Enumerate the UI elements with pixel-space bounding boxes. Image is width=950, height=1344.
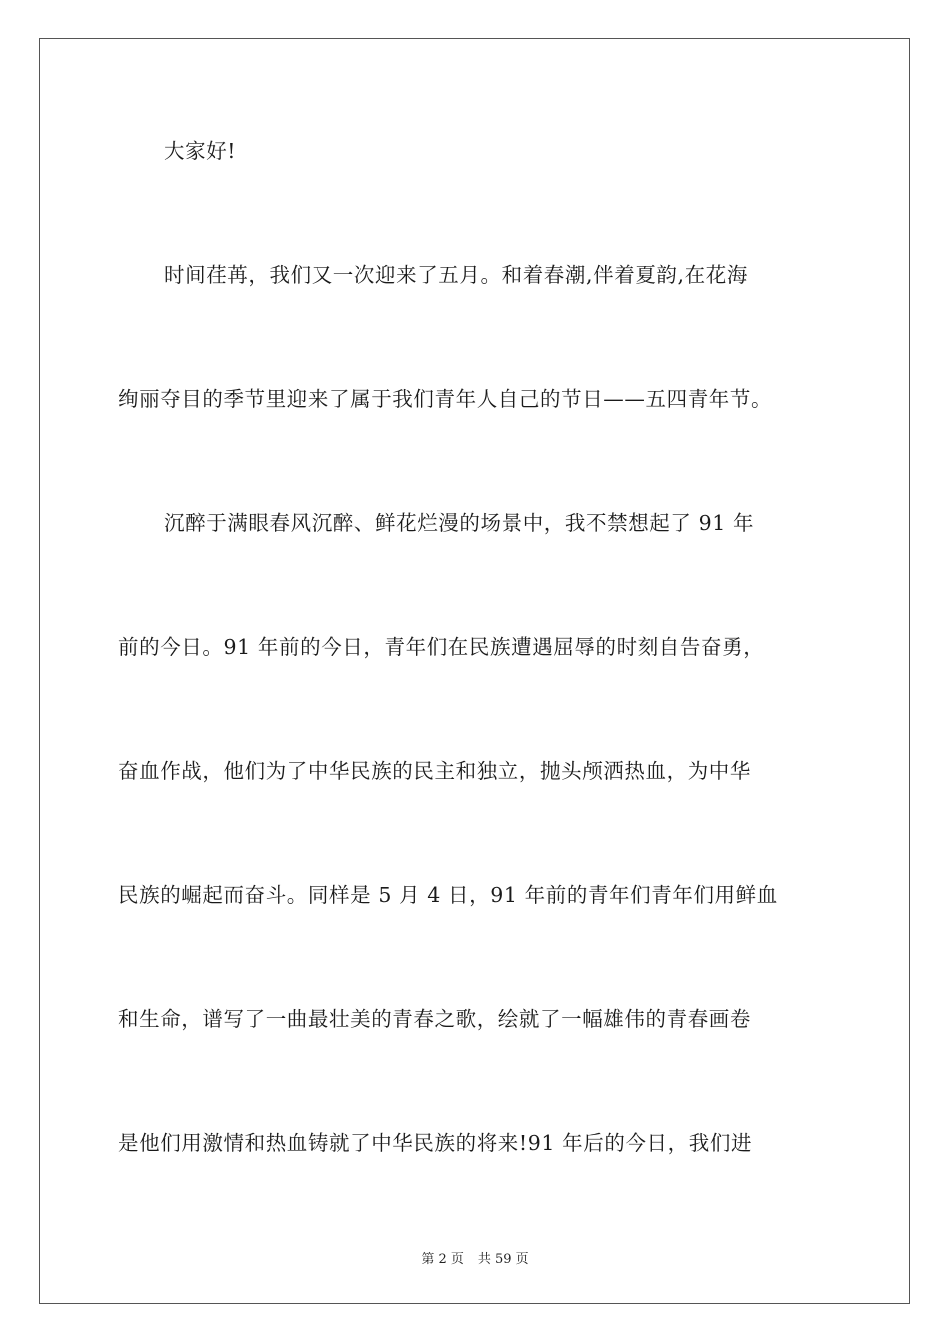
text-line: 奋血作战，他们为了中华民族的民主和独立，抛头颅洒热血，为中华	[118, 759, 751, 783]
text-line: 民族的崛起而奋斗。同样是 5 月 4 日，91 年前的青年们青年们用鲜血	[118, 883, 778, 907]
text-line: 绚丽夺目的季节里迎来了属于我们青年人自己的节日——五四青年节。	[118, 387, 773, 411]
text-line-greeting: 大家好!	[164, 139, 237, 163]
text-line: 沉醉于满眼春风沉醉、鲜花烂漫的场景中，我不禁想起了 91 年	[164, 511, 755, 535]
text-line: 时间荏苒，我们又一次迎来了五月。和着春潮,伴着夏韵,在花海	[164, 263, 748, 287]
page-number: 第 2 页	[421, 1252, 464, 1267]
page-frame	[39, 38, 910, 1304]
text-line: 是他们用激情和热血铸就了中华民族的将来!91 年后的今日，我们进	[118, 1131, 753, 1155]
page-footer	[0, 1248, 950, 1267]
text-line: 前的今日。91 年前的今日，青年们在民族遭遇屈辱的时刻自告奋勇，	[118, 635, 765, 659]
text-line: 和生命，谱写了一曲最壮美的青春之歌，绘就了一幅雄伟的青春画卷	[118, 1007, 751, 1031]
page-total: 共 59 页	[477, 1252, 529, 1267]
